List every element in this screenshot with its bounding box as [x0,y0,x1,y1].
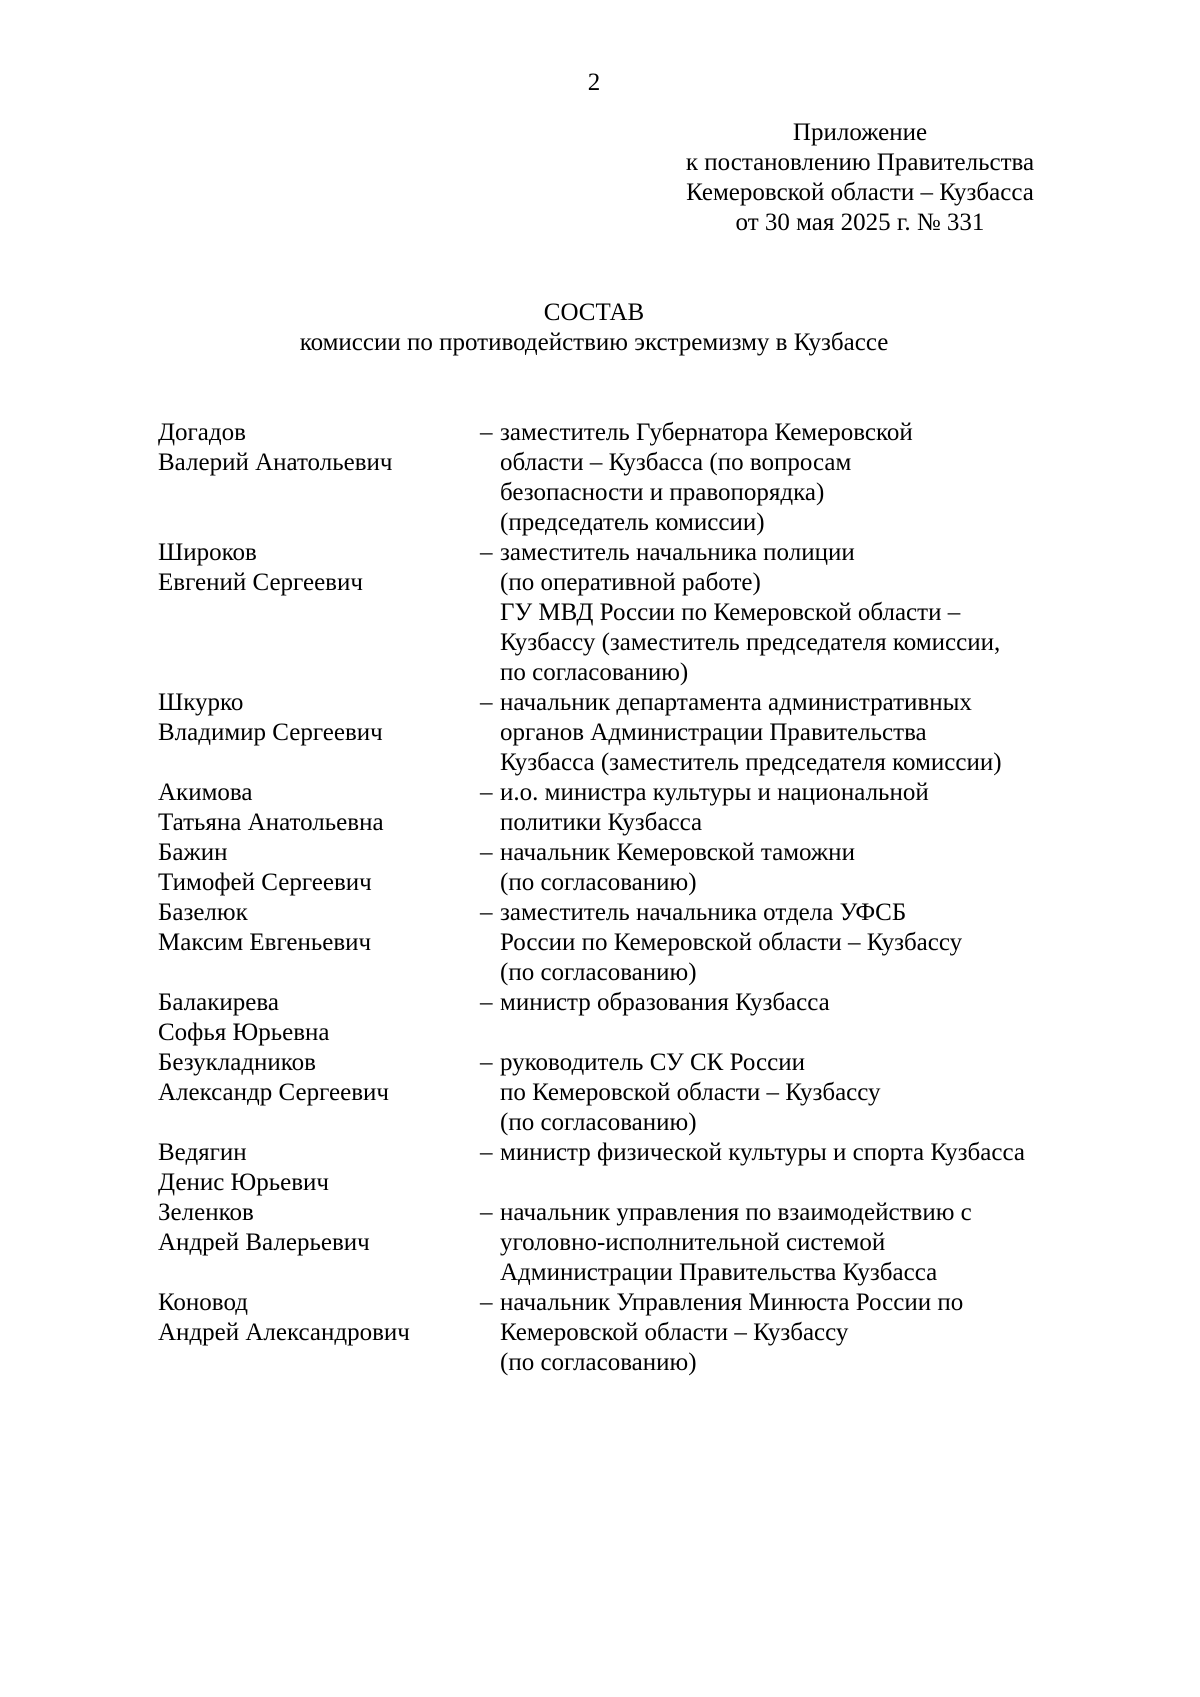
member-name [158,538,480,688]
dash-separator: – [480,1139,493,1166]
role-line [480,1138,1078,1168]
member-name [158,838,480,898]
role-line: Кузбассу (заместитель председателя комиссии, [500,629,1001,656]
member-name [158,778,480,838]
member-row [158,1288,1078,1378]
appendix-line: от 30 мая 2025 г. № 331 [735,209,985,236]
role-text: заместитель начальника полиции [500,539,855,566]
member-given-name: Валерий Анатольевич [158,449,393,476]
role-text: начальник Кемеровской таможни [500,839,855,866]
member-role [480,838,1078,898]
role-text: заместитель начальника отдела УФСБ [500,899,907,926]
member-row [158,1138,1078,1198]
dash-separator: – [480,1049,493,1076]
member-given-name: Андрей Александрович [158,1319,410,1346]
member-given-name: Евгений Сергеевич [158,569,363,596]
member-role [480,538,1078,688]
member-surname: Широков [158,539,257,566]
document-title: СОСТАВ [543,299,645,326]
appendix-line: Приложение [792,119,928,146]
member-name [158,1048,480,1138]
member-surname: Ведягин [158,1139,247,1166]
appendix-line: Кемеровской области – Кузбасса [686,179,1034,206]
member-row [158,988,1078,1048]
member-role [480,1198,1078,1288]
member-given-name: Александр Сергеевич [158,1079,389,1106]
role-line: области – Кузбасса (по вопросам [500,449,852,476]
role-line [480,1048,1078,1078]
member-row [158,778,1078,838]
member-name [158,1198,480,1288]
role-text: министр физической культуры и спорта Кузбасса [500,1139,1025,1166]
role-line: (по согласованию) [500,959,697,986]
role-text: начальник Управления Минюста России по [500,1289,964,1316]
role-line [480,898,1078,928]
member-role [480,898,1078,988]
member-role [480,1288,1078,1378]
member-name [158,1138,480,1198]
member-surname: Зеленков [158,1199,254,1226]
role-line: Кузбасса (заместитель председателя комиссии) [500,749,1002,776]
role-line: органов Администрации Правительства [500,719,927,746]
dash-separator: – [480,689,493,716]
role-line: уголовно-исполнительной системой [500,1229,886,1256]
role-line [480,838,1078,868]
member-name [158,688,480,778]
member-role [480,988,1078,1048]
dash-separator: – [480,1199,493,1226]
member-row [158,418,1078,538]
role-line: (председатель комиссии) [500,509,765,536]
member-surname: Безукладников [158,1049,316,1076]
dash-separator: – [480,779,493,806]
dash-separator: – [480,899,493,926]
role-line: (по оперативной работе) [500,569,761,596]
role-line: (по согласованию) [500,1109,697,1136]
member-surname: Коновод [158,1289,248,1316]
member-row [158,538,1078,688]
page-number: 2 [587,69,601,96]
role-line: (по согласованию) [500,1349,697,1376]
dash-separator: – [480,419,493,446]
role-text: начальник департамента административных [500,689,972,716]
role-text: начальник управления по взаимодействию с [500,1199,972,1226]
role-line: ГУ МВД России по Кемеровской области – [500,599,961,626]
appendix-block [610,118,1110,238]
member-row [158,688,1078,778]
role-text: заместитель Губернатора Кемеровской [500,419,913,446]
member-name [158,1288,480,1378]
member-given-name: Максим Евгеньевич [158,929,372,956]
role-text: министр образования Кузбасса [500,989,830,1016]
role-line [480,688,1078,718]
member-name [158,418,480,538]
role-line [480,538,1078,568]
member-surname: Бажин [158,839,228,866]
member-surname: Базелюк [158,899,248,926]
member-role [480,418,1078,538]
role-line: России по Кемеровской области – Кузбассу [500,929,963,956]
role-text: и.о. министра культуры и национальной [500,779,929,806]
role-line [480,988,1078,1018]
member-given-name: Софья Юрьевна [158,1019,330,1046]
member-row [158,898,1078,988]
dash-separator: – [480,839,493,866]
role-line [480,1288,1078,1318]
role-line: по согласованию) [500,659,689,686]
member-row [158,1198,1078,1288]
dash-separator: – [480,539,493,566]
appendix-line: к постановлению Правительства [685,149,1035,176]
member-row [158,838,1078,898]
role-line [480,418,1078,448]
member-surname: Акимова [158,779,253,806]
role-line: Администрации Правительства Кузбасса [500,1259,938,1286]
member-given-name: Андрей Валерьевич [158,1229,370,1256]
role-line [480,1198,1078,1228]
role-line: (по согласованию) [500,869,697,896]
dash-separator: – [480,1289,493,1316]
role-line: по Кемеровской области – Кузбассу [500,1079,881,1106]
member-role [480,688,1078,778]
member-role [480,1048,1078,1138]
member-given-name: Тимофей Сергеевич [158,869,372,896]
role-text: руководитель СУ СК России [500,1049,805,1076]
member-row [158,1048,1078,1138]
member-surname: Балакирева [158,989,279,1016]
role-line: Кемеровской области – Кузбассу [500,1319,849,1346]
member-name [158,988,480,1048]
dash-separator: – [480,989,493,1016]
member-role [480,1138,1078,1198]
member-given-name: Татьяна Анатольевна [158,809,384,836]
role-line: безопасности и правопорядка) [500,479,825,506]
member-surname: Догадов [158,419,246,446]
member-given-name: Владимир Сергеевич [158,719,383,746]
role-line [480,778,1078,808]
members-list [158,418,1078,1378]
role-line: политики Кузбасса [500,809,703,836]
member-role [480,778,1078,838]
document-subtitle: комиссии по противодействию экстремизму в Кузбассе [299,329,889,356]
member-surname: Шкурко [158,689,244,716]
member-given-name: Денис Юрьевич [158,1169,330,1196]
member-name [158,898,480,988]
